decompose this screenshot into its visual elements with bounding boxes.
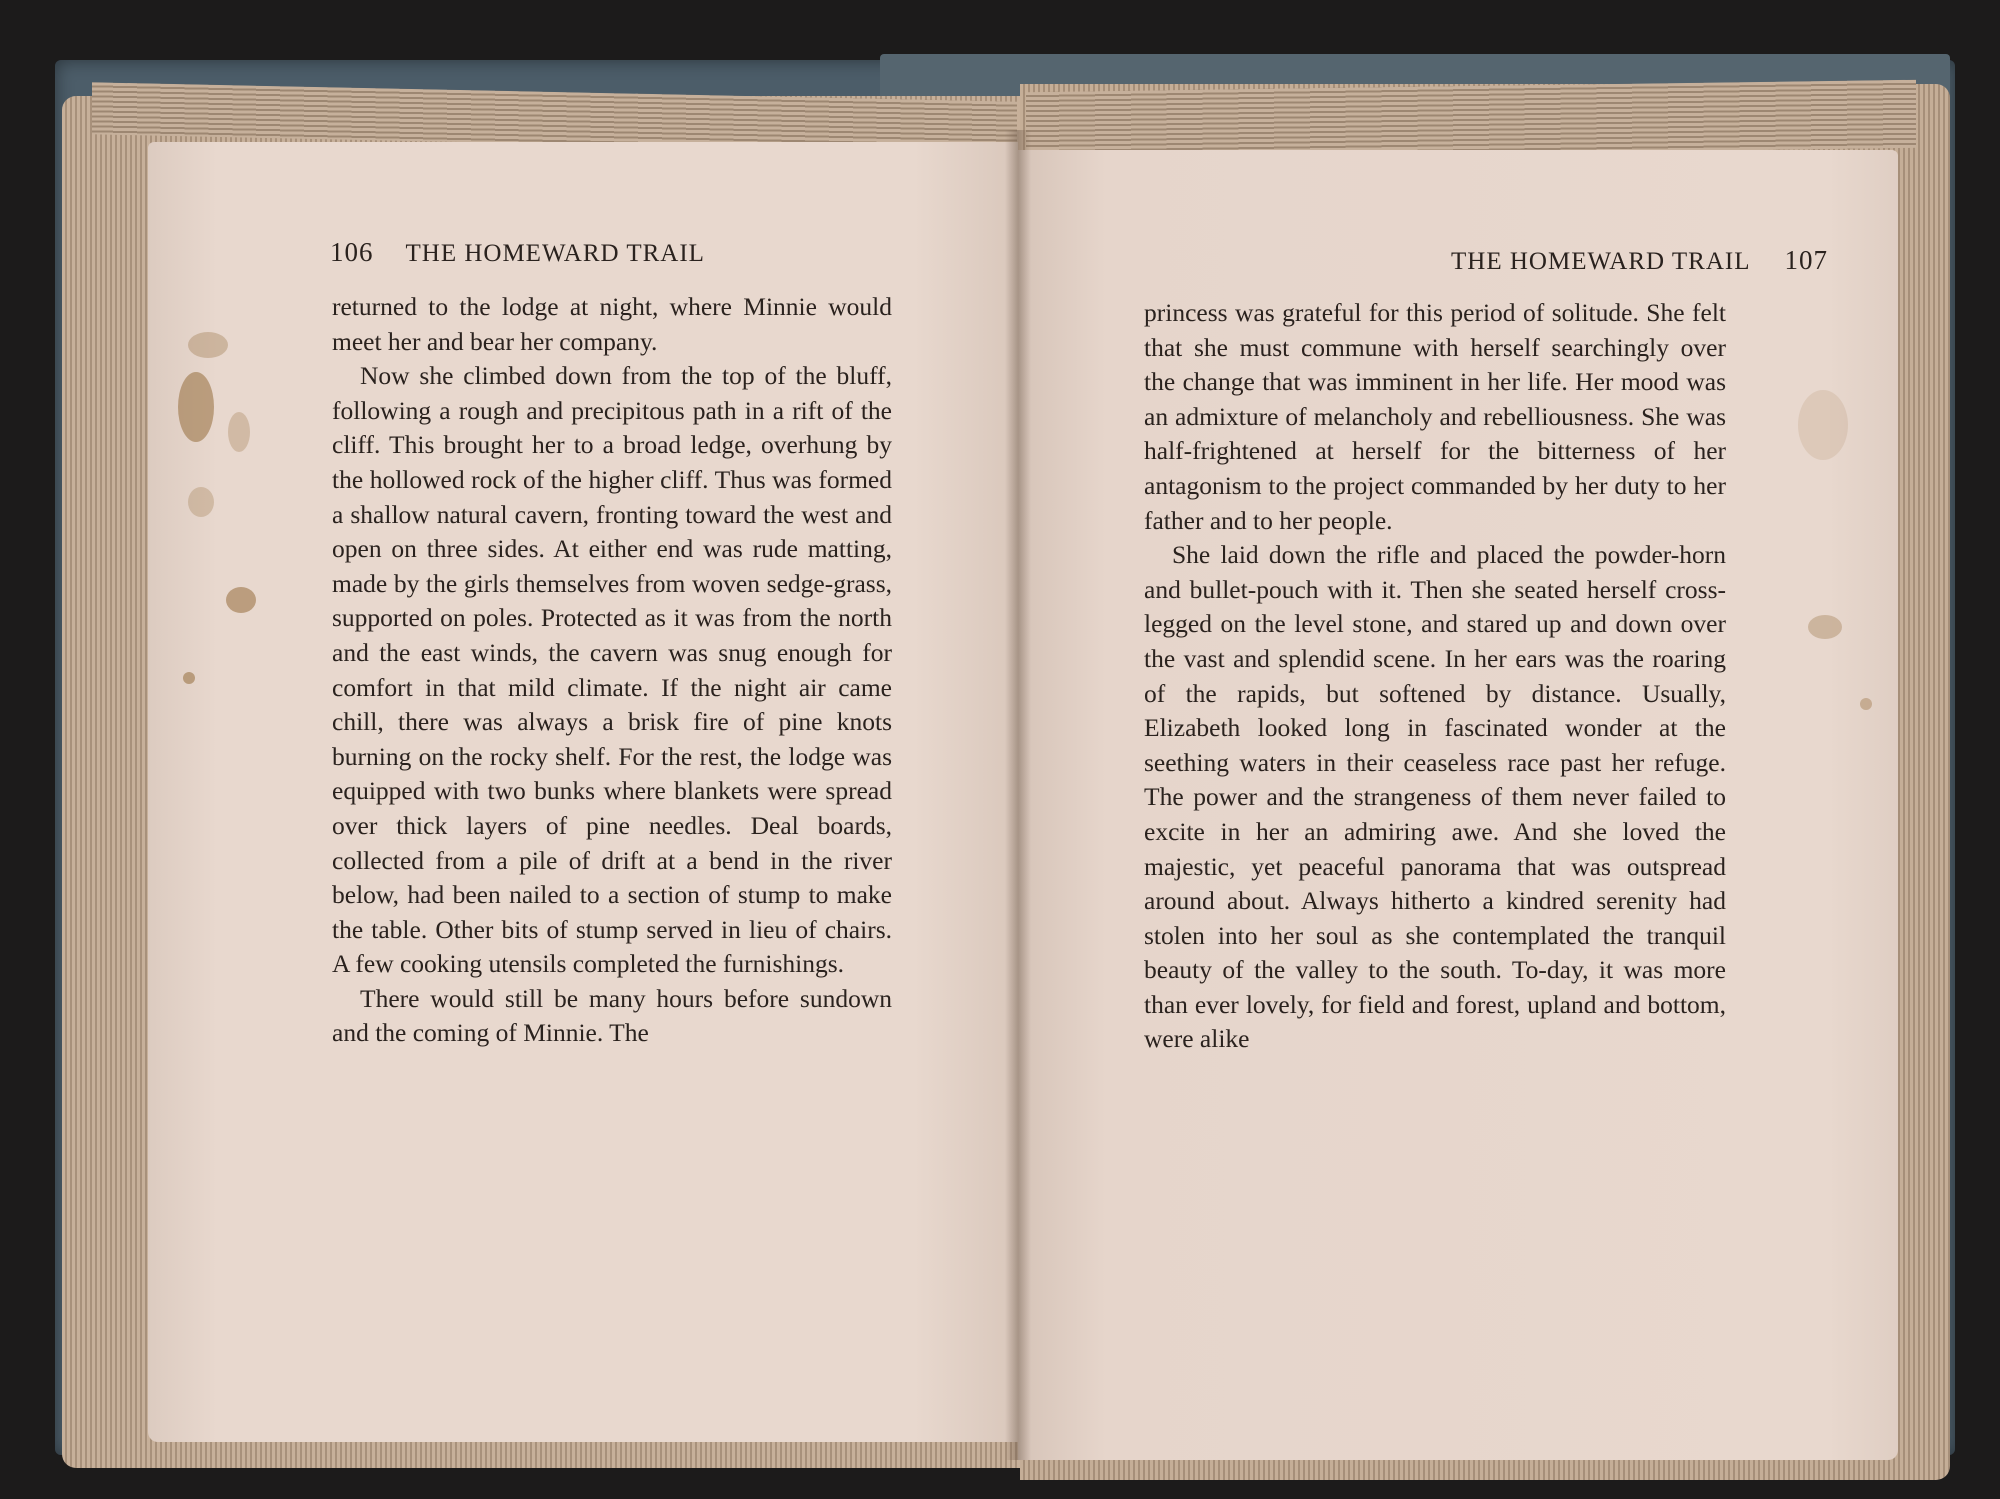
- stain: [188, 332, 228, 358]
- right-page: [1018, 150, 1898, 1460]
- stain: [228, 412, 250, 452]
- right-top-page-edges: [1026, 80, 1916, 160]
- left-running-head: [330, 237, 705, 268]
- paragraph: princess was grateful for this period of solitude. She felt that she must commune with herself searchingly over the change that was imminent in her life. Her mood was an admixture of melancholy and rebelliousness. She was half-frightened at herself for the bitterness of her antagonism to the project commanded by her duty to her father and to her people.: [1144, 298, 1726, 535]
- stain: [188, 487, 214, 517]
- right-page-text: [1144, 296, 1726, 1057]
- right-running-title: THE HOMEWARD TRAIL: [1451, 248, 1751, 275]
- stain: [226, 587, 256, 613]
- left-page-text: [332, 290, 892, 1051]
- stain: [1798, 390, 1848, 460]
- paragraph: There would still be many hours before sundown and the coming of Minnie. The: [332, 983, 892, 1048]
- paragraph: She laid down the rifle and placed the powder-horn and bullet-pouch with it. Then she seated herself cross-legged on the level stone, and stared up and down over the vast and splendid scene. In her ears was the roaring of the rapids, but softened by distance. Usually, Elizabeth looked long in fascinated wonder at the seething waters in their ceaseless race past her refuge. The power and the strangeness of them never failed to excite in her an admiring awe. And she loved the majestic, yet peaceful panorama that was outspread around about. Always hitherto a kindred serenity had stolen into her soul as she contemplated the tranquil beauty of the valley to the south. To-day, it was more than ever lovely, for field and forest, upland and bottom, were alike: [1144, 540, 1726, 1054]
- left-running-title: THE HOMEWARD TRAIL: [405, 240, 705, 267]
- right-page-number: 107: [1784, 245, 1828, 275]
- paragraph: returned to the lodge at night, where Minnie would meet her and bear her company.: [332, 292, 892, 356]
- stain: [178, 372, 214, 442]
- paragraph: Now she climbed down from the top of the bluff, following a rough and precipitous path in a rift of the cliff. This brought her to a broad ledge, overhung by the hollowed rock of the higher cliff. Thus was formed a shallow natural cavern, fronting toward the west and open on three sides. At either end was rude matting, made by the girls themselves from woven sedge-grass, supported on poles. Protected as it was from the north and the east winds, the cavern was snug enough for comfort in that mild climate. If the night air came chill, there was always a brisk fire of pine knots burning on the rocky shelf. For the rest, the lodge was equipped with two bunks where blankets were spread over thick layers of pine needles. Deal boards, collected from a pile of drift at a bend in the river below, had been nailed to a section of stump to make the table. Other bits of stump served in lieu of chairs. A few cooking utensils completed the furnishings.: [332, 361, 892, 979]
- left-page-number: 106: [330, 237, 374, 267]
- left-page: [148, 142, 1018, 1442]
- right-running-head: [1451, 245, 1828, 276]
- stain: [1860, 698, 1872, 710]
- book-gutter: [1005, 130, 1031, 1460]
- stain: [1808, 615, 1842, 639]
- stain: [183, 672, 195, 684]
